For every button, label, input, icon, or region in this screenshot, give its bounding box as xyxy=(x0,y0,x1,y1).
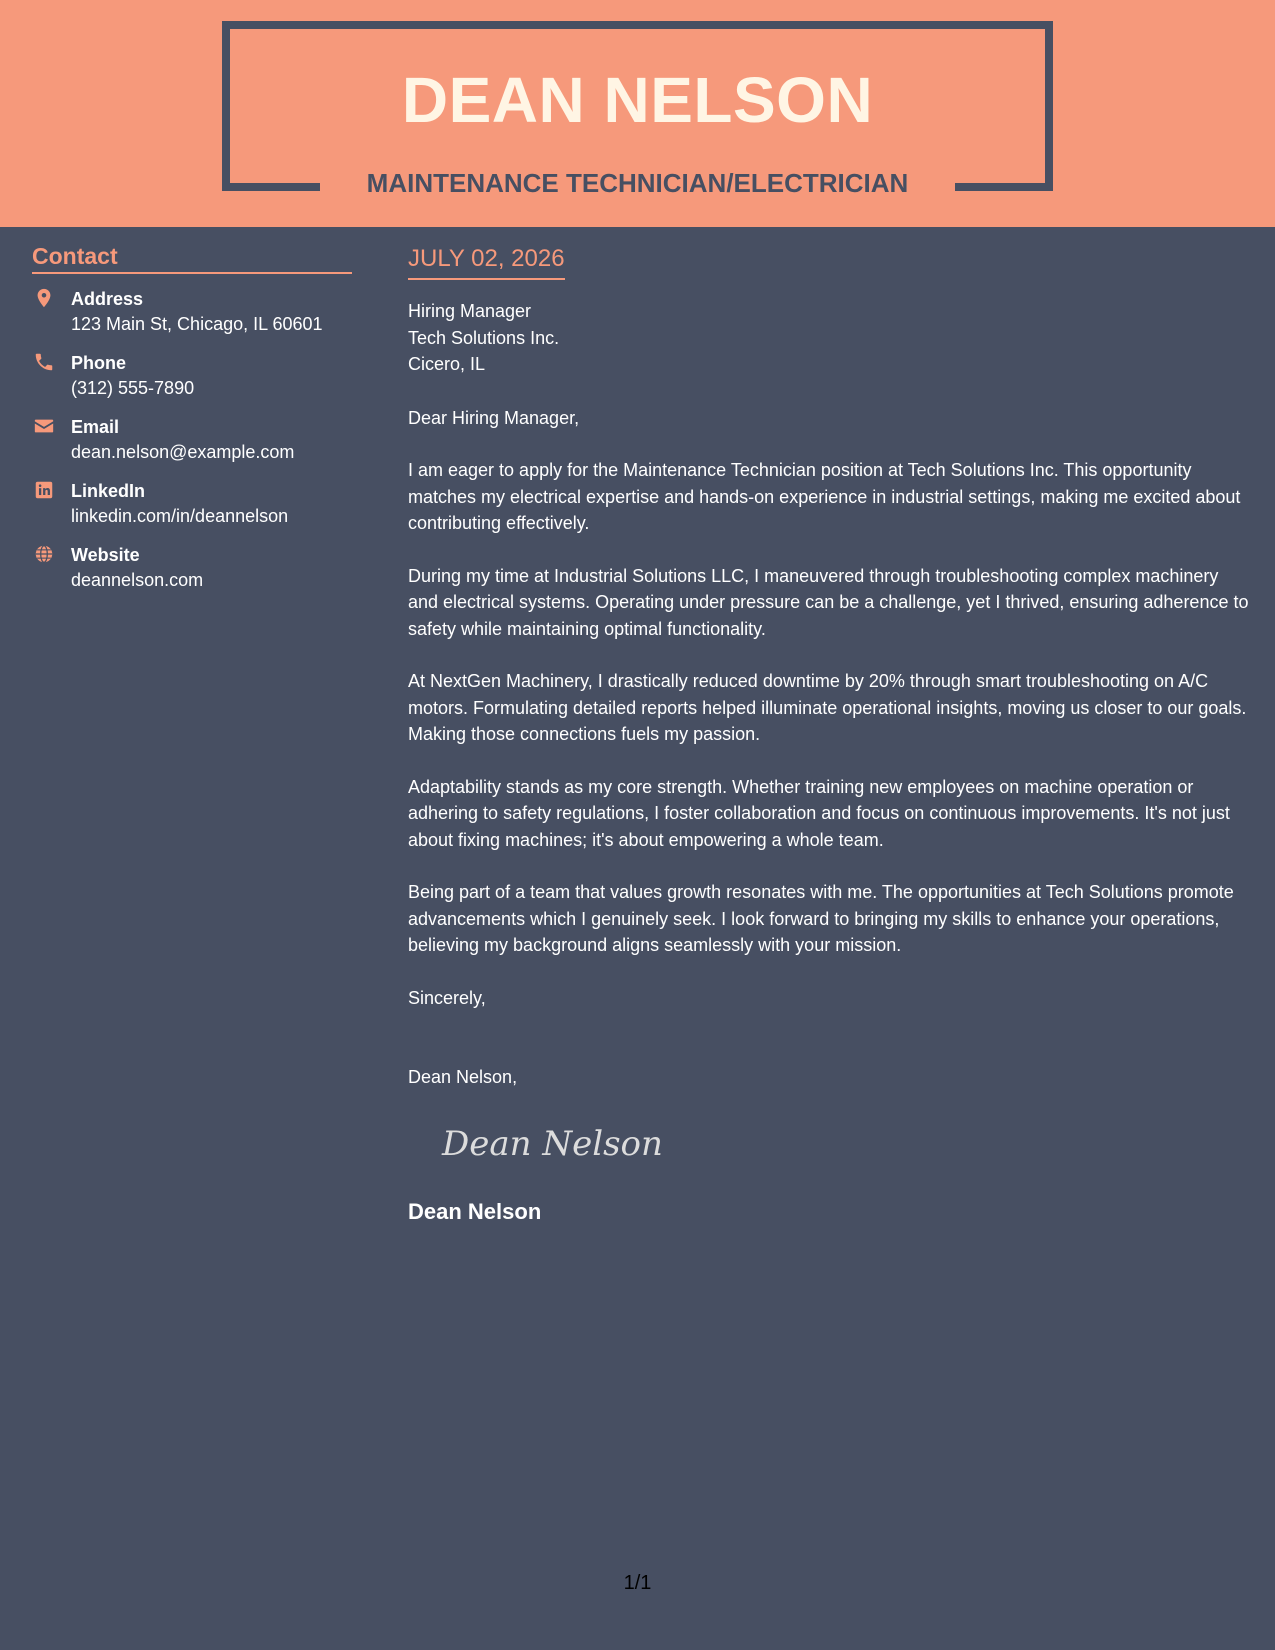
page-number: 1/1 xyxy=(623,1572,652,1594)
recipient-line: Cicero, IL xyxy=(408,354,486,374)
closing: Sincerely, xyxy=(408,987,486,1008)
linkedin-icon xyxy=(33,479,55,501)
signature xyxy=(438,1113,678,1173)
contact-value: dean.nelson@example.com xyxy=(71,442,295,462)
contact-linkedin xyxy=(32,478,352,528)
map-pin-icon xyxy=(33,287,55,309)
contact-value: (312) 555-7890 xyxy=(71,378,195,398)
job-title: MAINTENANCE TECHNICIAN/ELECTRICIAN xyxy=(366,168,909,198)
letter-paragraph: During my time at Industrial Solutions LLC, I maneuvered through troubleshooting complex machinery and electrical systems. Operating under pressure can be a challenge, yet I thrived, ensuring adherence to safety while maintaining optimal functionality. xyxy=(408,565,1249,639)
contact-label: Address xyxy=(71,289,144,309)
letter-paragraph: Adaptability stands as my core strength. Whether training new employees on machine operation or adhering to safety regulations, I foster collaboration and focus on continuous improvements. It's not just about fixing machines; it's about empowering a whole team. xyxy=(408,776,1230,850)
contact-website xyxy=(32,542,352,592)
envelope-icon xyxy=(33,415,55,437)
letter-paragraph: I am eager to apply for the Maintenance Technician position at Tech Solutions Inc. This opportunity matches my electrical expertise and hands-on experience in industrial settings, making me excited about contributing effectively. xyxy=(408,460,1241,533)
letter-date: JULY 02, 2026 xyxy=(408,243,565,280)
letter-body xyxy=(408,243,1253,1226)
phone-icon xyxy=(33,351,55,373)
contact-label: Phone xyxy=(71,353,127,373)
contact-sidebar xyxy=(32,240,352,592)
contact-value: linkedin.com/in/deannelson xyxy=(71,506,289,526)
header-banner xyxy=(0,0,1275,227)
applicant-name: DEAN NELSON xyxy=(401,64,874,136)
salutation: Dear Hiring Manager, xyxy=(408,407,580,428)
contact-phone xyxy=(32,350,352,400)
contact-heading: Contact xyxy=(32,240,352,274)
contact-label: LinkedIn xyxy=(71,481,146,501)
letter-paragraph: At NextGen Machinery, I drastically reduced downtime by 20% through smart troubleshooting on A/C motors. Formulating detailed reports helped illuminate operational insights, moving us closer to our goals. Making those connections fuels my passion. xyxy=(408,671,1247,744)
contact-address xyxy=(32,286,352,336)
contact-value: deannelson.com xyxy=(71,570,204,590)
recipient-line: Hiring Manager xyxy=(408,301,532,321)
contact-email xyxy=(32,414,352,464)
recipient-block xyxy=(408,298,1253,378)
signature-text: Dean Nelson xyxy=(442,1123,663,1164)
globe-icon xyxy=(33,543,55,565)
contact-label: Website xyxy=(71,545,140,565)
letter-paragraph: Being part of a team that values growth resonates with me. The opportunities at Tech Solutions promote advancements which I genuinely seek. I look forward to bringing my skills to enhance your operations, believing my background aligns seamlessly with your mission. xyxy=(408,882,1234,955)
signed-name: Dean Nelson xyxy=(408,1199,542,1224)
signoff-name: Dean Nelson, xyxy=(408,1067,518,1087)
contact-value: 123 Main St, Chicago, IL 60601 xyxy=(71,314,323,334)
contact-label: Email xyxy=(71,417,120,437)
recipient-line: Tech Solutions Inc. xyxy=(408,327,560,348)
